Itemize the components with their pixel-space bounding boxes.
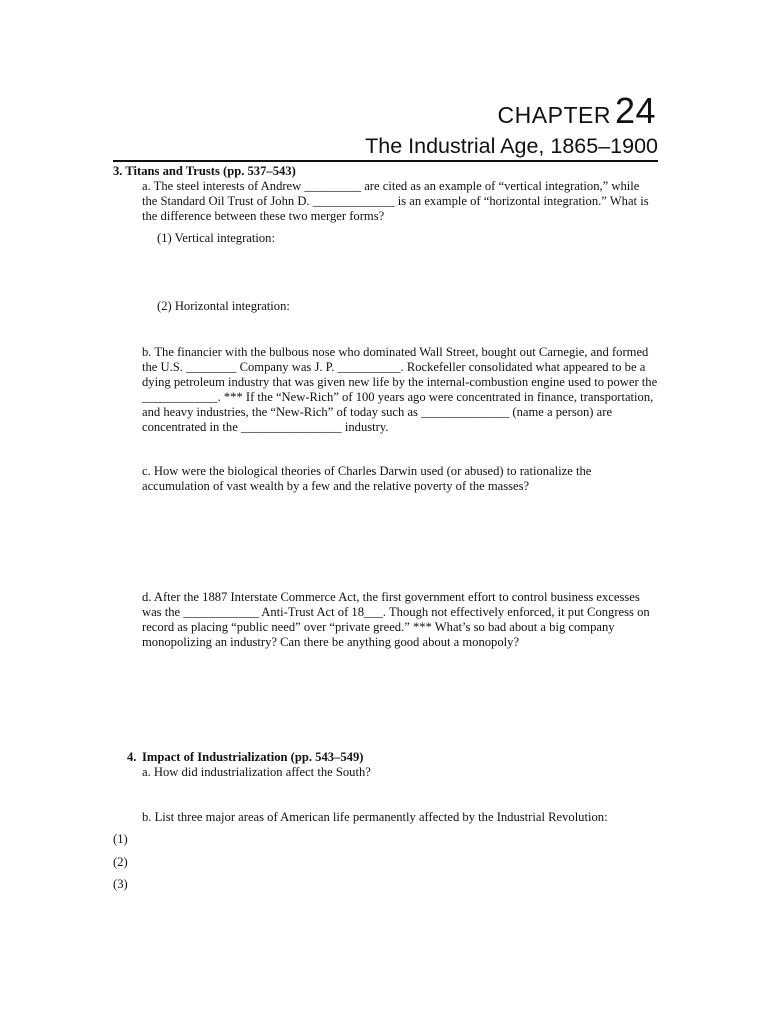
question-3a-line-3: the difference between these two merger forms? — [142, 209, 385, 223]
question-3d-line-2: was the ____________ Anti-Trust Act of 18___. Though not effectively enforced, it put Congress on — [142, 605, 650, 619]
question-3d-line-1: d. After the 1887 Interstate Commerce Act, the first government effort to control business excesses — [142, 590, 640, 604]
question-3b-line-5: and heavy industries, the “New-Rich” of today such as ______________ (name a person) are — [142, 405, 613, 419]
question-3b-line-1: b. The financier with the bulbous nose who dominated Wall Street, bought out Carnegie, and formed — [142, 345, 649, 359]
chapter-word: CHAPTER — [497, 102, 611, 128]
question-3b-line-2: the U.S. ________ Company was J. P. __________. Rockefeller consolidated what appeared to be a — [142, 360, 646, 374]
title-rule — [113, 160, 658, 162]
question-3d-line-4: monopolizing an industry? Can there be anything good about a monopoly? — [142, 635, 520, 649]
question-3b-line-3: dying petroleum industry that was given new life by the internal-combustion engine used to power the — [142, 375, 658, 389]
question-3d-line-3: record as placing “public need” over “private greed.” *** What’s so bad about a big company — [142, 620, 615, 634]
question-3b-line-4: ____________. *** If the “New-Rich” of 100 years ago were concentrated in finance, transportation, — [142, 390, 654, 404]
question-4a: a. How did industrialization affect the South? — [142, 765, 371, 779]
question-3a-part-2: (2) Horizontal integration: — [157, 299, 290, 313]
chapter-number: 24 — [614, 90, 656, 131]
question-3a-part-1: (1) Vertical integration: — [157, 231, 275, 245]
answer-item-2: (2) — [113, 855, 128, 869]
chapter-label — [498, 90, 656, 132]
answer-item-3: (3) — [113, 877, 128, 891]
question-3a-line-2: the Standard Oil Trust of John D. _____________ is an example of “horizontal integration.” What is — [142, 194, 649, 208]
question-3b-line-6: concentrated in the ________________ industry. — [142, 420, 389, 434]
section-3-heading: 3. Titans and Trusts (pp. 537–543) — [113, 164, 296, 178]
chapter-title: The Industrial Age, 1865–1900 — [365, 134, 658, 158]
question-4b: b. List three major areas of American life permanently affected by the Industrial Revolution: — [142, 810, 608, 824]
section-4-number: 4. — [127, 750, 137, 764]
section-4-heading: Impact of Industrialization (pp. 543–549) — [142, 750, 364, 764]
answer-item-1: (1) — [113, 832, 128, 846]
question-3c-line-2: accumulation of vast wealth by a few and the relative poverty of the masses? — [142, 479, 530, 493]
question-3a-line-1: a. The steel interests of Andrew _________ are cited as an example of “vertical integration,” while — [142, 179, 640, 193]
question-3c-line-1: c. How were the biological theories of Charles Darwin used (or abused) to rationalize the — [142, 464, 592, 478]
